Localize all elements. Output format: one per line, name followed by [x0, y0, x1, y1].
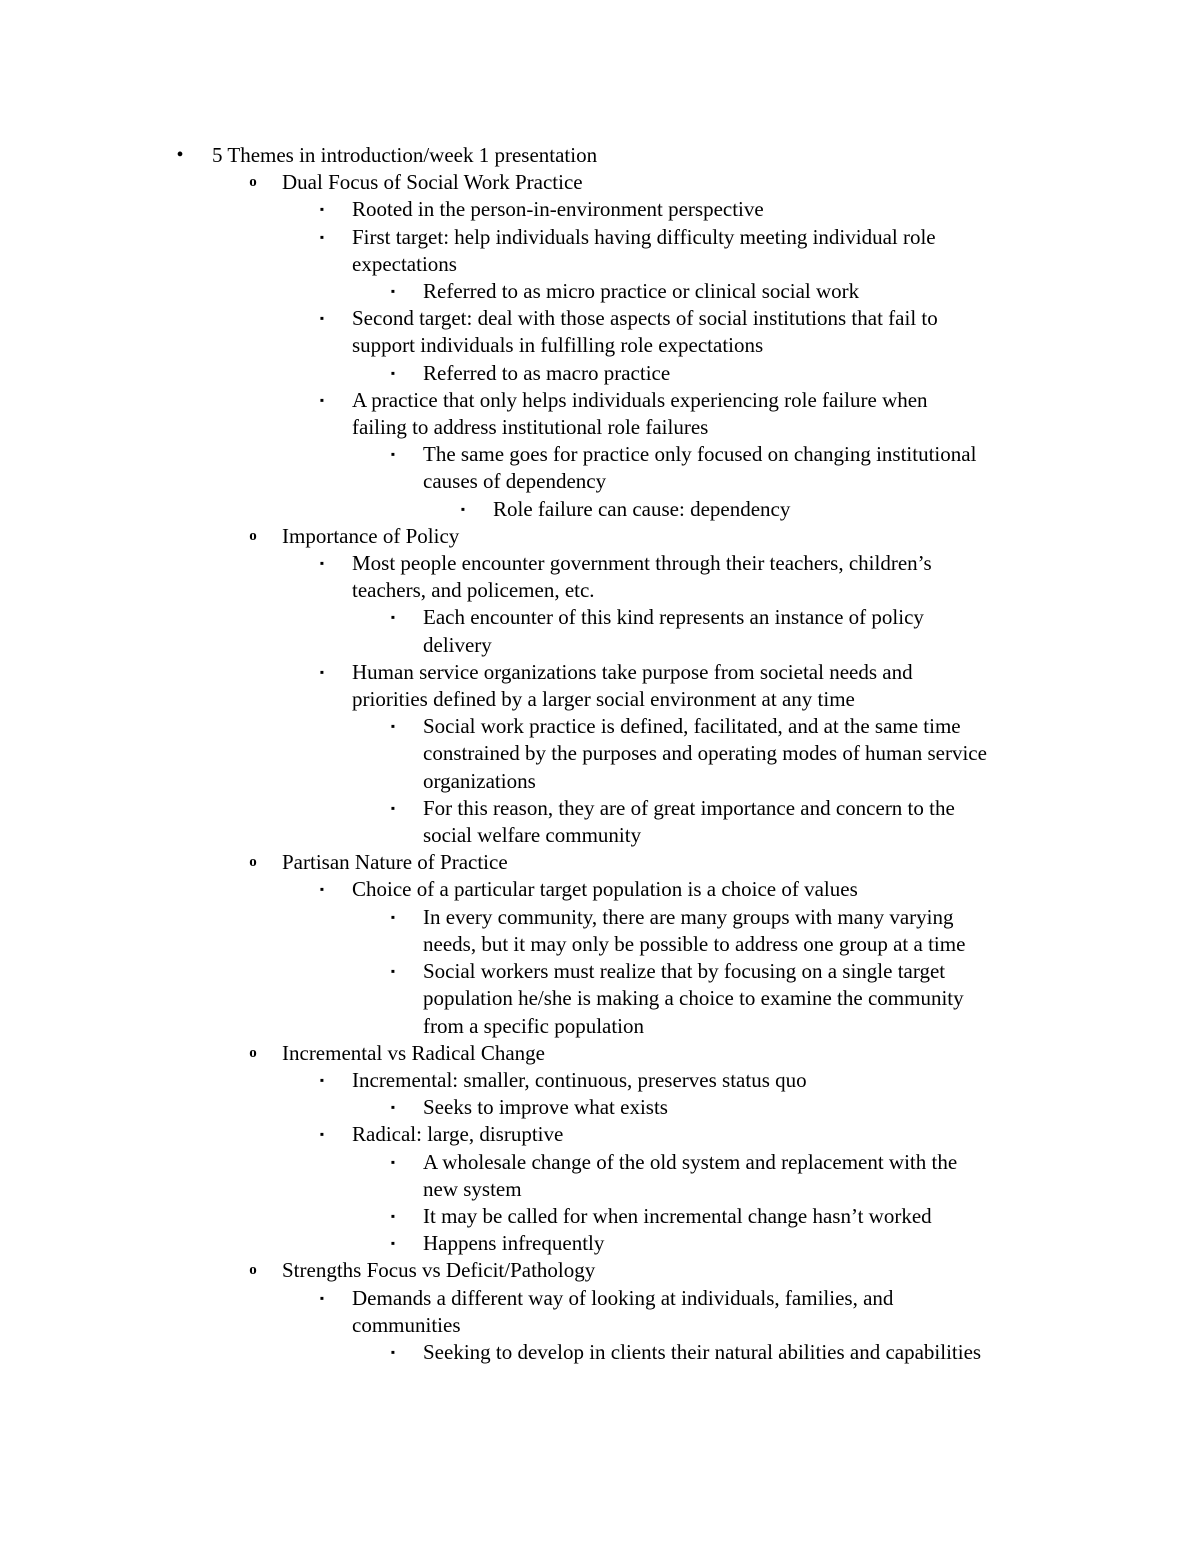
outline-item-level-2 — [0, 1067, 1200, 1094]
outline-item-text — [423, 278, 1200, 305]
outline-item-level-1 — [0, 1257, 1200, 1284]
outline-item-text — [493, 496, 1200, 523]
outline-item-level-3 — [0, 904, 1200, 958]
text-line: The same goes for practice only focused on changing institutional — [423, 442, 977, 467]
text-line: Radical: large, disruptive — [352, 1122, 564, 1147]
text-line: expectations — [352, 251, 457, 276]
outline-item-level-1 — [0, 849, 1200, 876]
text-line: For this reason, they are of great importance and concern to the — [423, 795, 955, 820]
text-line: organizations — [423, 768, 536, 793]
bullet-marker-icon: ▪ — [390, 1100, 396, 1115]
outline-item-level-3 — [0, 604, 1200, 658]
bulleted-outline — [0, 142, 1200, 1366]
outline-item-text — [423, 604, 1200, 658]
text-line: In every community, there are many groups with many varying — [423, 904, 954, 929]
text-line: Choice of a particular target population is a choice of values — [352, 877, 858, 902]
bullet-marker-icon: ▪ — [390, 1208, 396, 1223]
outline-item-text — [423, 1149, 1200, 1203]
text-line: Social work practice is defined, facilitated, and at the same time — [423, 714, 961, 739]
outline-item-level-3 — [0, 1203, 1200, 1230]
outline-item-text — [282, 169, 1200, 196]
text-line: Strengths Focus vs Deficit/Pathology — [282, 1258, 596, 1283]
text-line: support individuals in fulfilling role expectations — [352, 333, 764, 358]
text-line: constrained by the purposes and operating modes of human service — [423, 741, 987, 766]
outline-item-text — [352, 876, 1200, 903]
outline-item-level-0 — [0, 142, 1200, 169]
outline-item-text — [352, 659, 1200, 713]
outline-item-text — [352, 196, 1200, 223]
bullet-marker-icon: ▪ — [319, 1072, 325, 1087]
outline-item-level-3 — [0, 1094, 1200, 1121]
outline-item-level-3 — [0, 1149, 1200, 1203]
outline-item-text — [423, 360, 1200, 387]
outline-item-level-3 — [0, 1339, 1200, 1366]
outline-item-level-2 — [0, 876, 1200, 903]
outline-item-level-3 — [0, 360, 1200, 387]
text-line: Incremental vs Radical Change — [282, 1040, 545, 1065]
outline-item-text — [423, 713, 1200, 795]
outline-item-text — [212, 142, 1200, 169]
outline-item-text — [352, 1067, 1200, 1094]
text-line: Role failure can cause: dependency — [493, 496, 791, 521]
outline-item-level-1 — [0, 169, 1200, 196]
outline-item-text — [423, 1339, 1200, 1366]
bullet-marker-icon: ▪ — [319, 1290, 325, 1305]
outline-item-level-2 — [0, 1121, 1200, 1148]
outline-item-level-2 — [0, 659, 1200, 713]
text-line: population he/she is making a choice to examine the community — [423, 986, 964, 1011]
outline-item-text — [352, 1285, 1200, 1339]
text-line: Social workers must realize that by focusing on a single target — [423, 959, 946, 984]
outline-item-text — [423, 904, 1200, 958]
outline-item-text — [423, 958, 1200, 1040]
text-line: Referred to as micro practice or clinical social work — [423, 279, 860, 304]
text-line: A wholesale change of the old system and replacement with the — [423, 1149, 958, 1174]
bullet-marker-icon: ▪ — [319, 882, 325, 897]
bullet-marker-icon: ▪ — [390, 800, 396, 815]
outline-item-text — [423, 795, 1200, 849]
text-line: Happens infrequently — [423, 1231, 605, 1256]
text-line: social welfare community — [423, 823, 642, 848]
outline-item-level-2 — [0, 387, 1200, 441]
outline-item-text — [282, 849, 1200, 876]
bullet-marker-icon: ▪ — [390, 1344, 396, 1359]
outline-item-text — [423, 1203, 1200, 1230]
bullet-marker-icon: o — [249, 174, 257, 191]
text-line: A practice that only helps individuals experiencing role failure when — [352, 387, 928, 412]
outline-item-level-3 — [0, 278, 1200, 305]
outline-item-level-2 — [0, 305, 1200, 359]
outline-item-text — [352, 1121, 1200, 1148]
bullet-marker-icon: ▪ — [319, 229, 325, 244]
text-line: Human service organizations take purpose from societal needs and — [352, 659, 913, 684]
outline-item-text — [282, 523, 1200, 550]
text-line: First target: help individuals having difficulty meeting individual role — [352, 224, 936, 249]
outline-item-level-2 — [0, 224, 1200, 278]
bullet-marker-icon: o — [249, 527, 257, 544]
outline-item-level-3 — [0, 958, 1200, 1040]
bullet-marker-icon: ▪ — [390, 719, 396, 734]
bullet-marker-icon: ▪ — [390, 365, 396, 380]
bullet-marker-icon: ▪ — [319, 1127, 325, 1142]
text-line: Second target: deal with those aspects of social institutions that fail to — [352, 306, 938, 331]
text-line: failing to address institutional role failures — [352, 415, 709, 440]
outline-item-level-2 — [0, 550, 1200, 604]
outline-item-text — [423, 441, 1200, 495]
bullet-marker-icon: ▪ — [319, 311, 325, 326]
text-line: delivery — [423, 632, 492, 657]
bullet-marker-icon: ▪ — [390, 909, 396, 924]
bullet-marker-icon: ▪ — [390, 1154, 396, 1169]
text-line: priorities defined by a larger social environment at any time — [352, 687, 855, 712]
text-line: Rooted in the person-in-environment perspective — [352, 197, 764, 222]
bullet-marker-icon: ▪ — [390, 610, 396, 625]
text-line: Most people encounter government through their teachers, children’s — [352, 551, 932, 576]
text-line: causes of dependency — [423, 469, 607, 494]
text-line: Partisan Nature of Practice — [282, 850, 508, 875]
outline-item-level-3 — [0, 713, 1200, 795]
outline-item-text — [423, 1230, 1200, 1257]
outline-item-text — [423, 1094, 1200, 1121]
outline-item-level-3 — [0, 1230, 1200, 1257]
text-line: Importance of Policy — [282, 523, 460, 548]
text-line: 5 Themes in introduction/week 1 presentation — [212, 143, 598, 167]
bullet-marker-icon: ▪ — [319, 556, 325, 571]
outline-item-level-3 — [0, 795, 1200, 849]
bullet-marker-icon: ▪ — [319, 202, 325, 217]
text-line: Seeking to develop in clients their natural abilities and capabilities — [423, 1339, 982, 1364]
text-line: Incremental: smaller, continuous, preserves status quo — [352, 1067, 807, 1092]
text-line: Dual Focus of Social Work Practice — [282, 170, 583, 195]
bullet-marker-icon: o — [249, 1044, 257, 1061]
bullet-marker-icon: ▪ — [390, 284, 396, 299]
outline-item-text — [352, 224, 1200, 278]
outline-item-level-2 — [0, 1285, 1200, 1339]
text-line: It may be called for when incremental change hasn’t worked — [423, 1203, 932, 1228]
bullet-marker-icon: ▪ — [390, 1236, 396, 1251]
bullet-marker-icon: ▪ — [319, 392, 325, 407]
bullet-marker-icon: o — [249, 1262, 257, 1279]
text-line: from a specific population — [423, 1013, 645, 1038]
text-line: Referred to as macro practice — [423, 360, 671, 385]
bullet-marker-icon: ▪ — [390, 964, 396, 979]
outline-item-text — [352, 387, 1200, 441]
text-line: teachers, and policemen, etc. — [352, 578, 595, 603]
text-line: needs, but it may only be possible to address one group at a time — [423, 931, 966, 956]
text-line: Each encounter of this kind represents an instance of policy — [423, 605, 924, 630]
bullet-marker-icon: ▪ — [460, 501, 466, 516]
outline-item-text — [282, 1257, 1200, 1284]
outline-item-text — [352, 305, 1200, 359]
outline-item-level-4 — [0, 496, 1200, 523]
text-line: communities — [352, 1312, 461, 1337]
bullet-marker-icon: • — [176, 144, 184, 166]
outline-item-text — [352, 550, 1200, 604]
bullet-marker-icon: ▪ — [390, 447, 396, 462]
bullet-marker-icon: o — [249, 854, 257, 871]
bullet-marker-icon: ▪ — [319, 664, 325, 679]
text-line: Demands a different way of looking at individuals, families, and — [352, 1285, 894, 1310]
outline-item-level-3 — [0, 441, 1200, 495]
outline-item-level-1 — [0, 1040, 1200, 1067]
outline-item-level-2 — [0, 196, 1200, 223]
outline-item-level-1 — [0, 523, 1200, 550]
text-line: new system — [423, 1176, 522, 1201]
outline-item-text — [282, 1040, 1200, 1067]
text-line: Seeks to improve what exists — [423, 1095, 668, 1120]
